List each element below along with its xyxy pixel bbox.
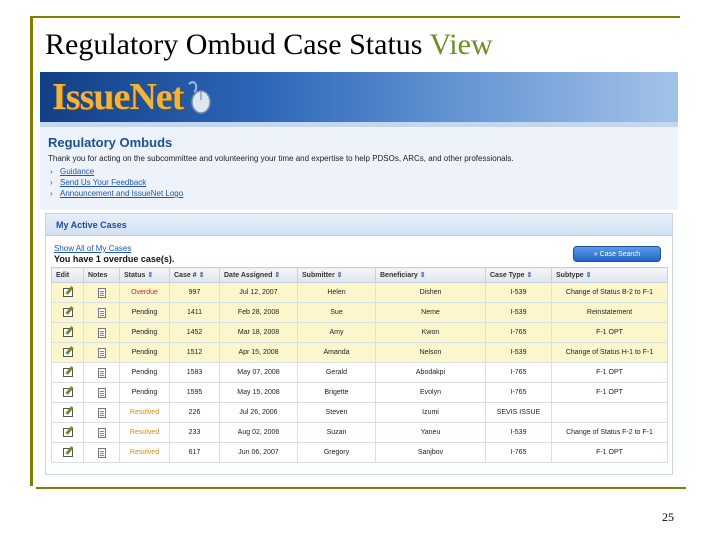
cell-type: SEVIS ISSUE [486, 403, 552, 423]
cell-beneficiary: Sanjbov [376, 443, 486, 463]
cell-case[interactable]: 617 [170, 443, 220, 463]
cell-status: Resolved [120, 423, 170, 443]
link-announcement[interactable] [50, 189, 184, 198]
cell-status: Pending [120, 383, 170, 403]
cell-case[interactable]: 1411 [170, 303, 220, 323]
link-label: Send Us Your Feedback [60, 178, 147, 187]
page-number: 25 [662, 510, 674, 524]
edit-icon[interactable] [63, 328, 73, 337]
cell-subtype: F-1 OPT [552, 383, 668, 403]
slide-title-main: Regulatory Ombud Case Status [45, 28, 423, 61]
case-search-button[interactable]: » Case Search [573, 246, 661, 262]
table-row[interactable] [52, 383, 668, 403]
cell-beneficiary: Izumi [376, 403, 486, 423]
table-body [52, 283, 668, 463]
cell-submitter: Amy [298, 323, 376, 343]
cases-table [51, 267, 668, 463]
notes-cell[interactable] [84, 323, 120, 343]
notes-cell[interactable] [84, 403, 120, 423]
cell-type: I-765 [486, 323, 552, 343]
edit-cell[interactable] [52, 443, 84, 463]
link-feedback[interactable] [50, 178, 147, 187]
cell-case[interactable]: 1583 [170, 363, 220, 383]
cell-submitter: Amanda [298, 343, 376, 363]
table-header-row [52, 268, 668, 283]
table-row[interactable] [52, 323, 668, 343]
cell-subtype: F-1 OPT [552, 443, 668, 463]
link-label: Guidance [60, 167, 95, 176]
sort-icon[interactable]: ⇕ [198, 272, 205, 279]
note-icon[interactable] [98, 328, 106, 338]
cell-date: May 07, 2008 [220, 363, 298, 383]
cell-date: Apr 15, 2008 [220, 343, 298, 363]
notes-cell[interactable] [84, 383, 120, 403]
column-header-subtype[interactable] [552, 268, 668, 283]
edit-cell[interactable] [52, 403, 84, 423]
cell-case[interactable]: 1512 [170, 343, 220, 363]
edit-icon[interactable] [63, 348, 73, 357]
table-row[interactable] [52, 403, 668, 423]
edit-cell[interactable] [52, 303, 84, 323]
cell-status: Pending [120, 363, 170, 383]
column-header-label: Beneficiary [380, 272, 418, 279]
notes-cell[interactable] [84, 283, 120, 303]
slide-frame-top [30, 16, 680, 18]
note-icon[interactable] [98, 348, 106, 358]
cell-type: I-539 [486, 303, 552, 323]
cell-beneficiary: Nelson [376, 343, 486, 363]
cell-subtype: Change of Status H-1 to F-1 [552, 343, 668, 363]
cell-status: Overdue [120, 283, 170, 303]
app-banner [40, 72, 678, 122]
note-icon[interactable] [98, 448, 106, 458]
column-header-case[interactable] [170, 268, 220, 283]
section-title: Regulatory Ombuds [48, 135, 173, 150]
edit-cell[interactable] [52, 323, 84, 343]
cell-beneficiary: Yaneu [376, 423, 486, 443]
notes-cell[interactable] [84, 443, 120, 463]
cell-beneficiary: Abodakpi [376, 363, 486, 383]
cell-type: I-765 [486, 363, 552, 383]
edit-icon[interactable] [63, 388, 73, 397]
notes-cell[interactable] [84, 303, 120, 323]
note-icon[interactable] [98, 428, 106, 438]
notes-cell[interactable] [84, 363, 120, 383]
table-row[interactable] [52, 343, 668, 363]
cell-submitter: Steven [298, 403, 376, 423]
edit-cell[interactable] [52, 423, 84, 443]
cell-submitter: Sue [298, 303, 376, 323]
column-header-case-type[interactable] [486, 268, 552, 283]
cell-case[interactable]: 233 [170, 423, 220, 443]
notes-cell[interactable] [84, 423, 120, 443]
chevron-right-icon: › [50, 178, 53, 187]
sort-icon[interactable]: ⇕ [147, 272, 154, 279]
note-icon[interactable] [98, 288, 106, 298]
chevron-right-icon: › [50, 167, 53, 176]
table-row[interactable] [52, 363, 668, 383]
cell-subtype: F-1 OPT [552, 323, 668, 343]
edit-icon[interactable] [63, 368, 73, 377]
edit-cell[interactable] [52, 283, 84, 303]
edit-icon[interactable] [63, 428, 73, 437]
note-icon[interactable] [98, 308, 106, 318]
sort-icon[interactable]: ⇕ [526, 272, 533, 279]
column-header-label: Edit [56, 271, 70, 279]
cell-submitter: Suzan [298, 423, 376, 443]
edit-icon[interactable] [63, 308, 73, 317]
column-header-label: Status [124, 272, 146, 279]
cell-submitter: Gregory [298, 443, 376, 463]
chevron-right-icon: › [50, 189, 53, 198]
table-row[interactable] [52, 443, 668, 463]
column-header-date-assigned[interactable] [220, 268, 298, 283]
slide-frame-bottom [36, 487, 686, 489]
cell-subtype: Reinstatement [552, 303, 668, 323]
sort-icon[interactable]: ⇕ [585, 272, 592, 279]
cell-date: Jun 06, 2007 [220, 443, 298, 463]
active-cases-header [46, 214, 672, 236]
cell-status: Resolved [120, 403, 170, 423]
show-all-cases-link[interactable]: Show All of My Cases [54, 244, 132, 253]
column-header-status[interactable] [120, 268, 170, 283]
cell-beneficiary: Evolyn [376, 383, 486, 403]
slide-frame-left [30, 16, 33, 486]
cell-date: Feb 28, 2008 [220, 303, 298, 323]
cell-case[interactable]: 226 [170, 403, 220, 423]
cell-case[interactable]: 1595 [170, 383, 220, 403]
column-header-label: Subtype [556, 272, 584, 279]
app-screenshot [40, 72, 678, 475]
column-header-label: Date Assigned [224, 272, 273, 279]
cell-type: I-765 [486, 383, 552, 403]
sort-icon[interactable]: ⇕ [336, 272, 343, 279]
table-row[interactable] [52, 303, 668, 323]
cell-beneficiary: Neme [376, 303, 486, 323]
edit-cell[interactable] [52, 363, 84, 383]
column-header-label: Submitter [302, 272, 335, 279]
column-header-notes [84, 268, 120, 283]
column-header-label: Notes [88, 271, 108, 279]
cell-type: I-539 [486, 343, 552, 363]
cell-submitter: Helen [298, 283, 376, 303]
column-header-label: Case # [174, 272, 197, 279]
cell-beneficiary: Kwon [376, 323, 486, 343]
slide-title [45, 28, 493, 62]
cell-subtype: Change of Status F-2 to F-1 [552, 423, 668, 443]
cell-date: Jul 26, 2006 [220, 403, 298, 423]
cell-date: Jul 12, 2007 [220, 283, 298, 303]
cell-case[interactable]: 1452 [170, 323, 220, 343]
note-icon[interactable] [98, 408, 106, 418]
intro-text: Thank you for acting on the subcommittee and volunteering your time and expertise to help PDSOs, ARCs, and other professionals. [48, 154, 514, 163]
issuenet-logo[interactable]: IssueNet [52, 76, 184, 118]
cell-submitter: Brigette [298, 383, 376, 403]
mouse-icon [185, 80, 211, 114]
edit-icon[interactable] [63, 408, 73, 417]
slide-title-accent: View [429, 28, 493, 61]
cell-subtype [552, 403, 668, 423]
column-header-edit [52, 268, 84, 283]
note-icon[interactable] [98, 368, 106, 378]
sort-icon[interactable]: ⇕ [419, 272, 426, 279]
column-header-submitter[interactable] [298, 268, 376, 283]
edit-cell[interactable] [52, 343, 84, 363]
cell-date: Aug 02, 2006 [220, 423, 298, 443]
edit-icon[interactable] [63, 448, 73, 457]
cell-date: Mar 18, 2008 [220, 323, 298, 343]
cell-status: Resolved [120, 443, 170, 463]
link-label: Announcement and IssueNet Logo [60, 189, 184, 198]
overdue-notice: You have 1 overdue case(s). [54, 254, 175, 264]
notes-cell[interactable] [84, 343, 120, 363]
link-guidance[interactable] [50, 167, 95, 176]
note-icon[interactable] [98, 388, 106, 398]
cell-status: Pending [120, 303, 170, 323]
table-row[interactable] [52, 423, 668, 443]
column-header-label: Case Type [490, 272, 525, 279]
sort-icon[interactable]: ⇕ [274, 272, 281, 279]
cell-type: I-765 [486, 443, 552, 463]
cell-date: May 15, 2008 [220, 383, 298, 403]
edit-cell[interactable] [52, 383, 84, 403]
table-row[interactable] [52, 283, 668, 303]
cell-type: I-539 [486, 423, 552, 443]
cell-type: I-539 [486, 283, 552, 303]
cell-case[interactable]: 997 [170, 283, 220, 303]
active-cases-panel [45, 213, 673, 475]
cell-subtype: F-1 OPT [552, 363, 668, 383]
column-header-beneficiary[interactable] [376, 268, 486, 283]
cell-subtype: Change of Status B-2 to F-1 [552, 283, 668, 303]
intro-panel [40, 127, 678, 210]
cell-submitter: Gerald [298, 363, 376, 383]
active-cases-title: My Active Cases [56, 220, 127, 230]
cell-status: Pending [120, 343, 170, 363]
edit-icon[interactable] [63, 288, 73, 297]
cell-beneficiary: Dishen [376, 283, 486, 303]
cell-status: Pending [120, 323, 170, 343]
